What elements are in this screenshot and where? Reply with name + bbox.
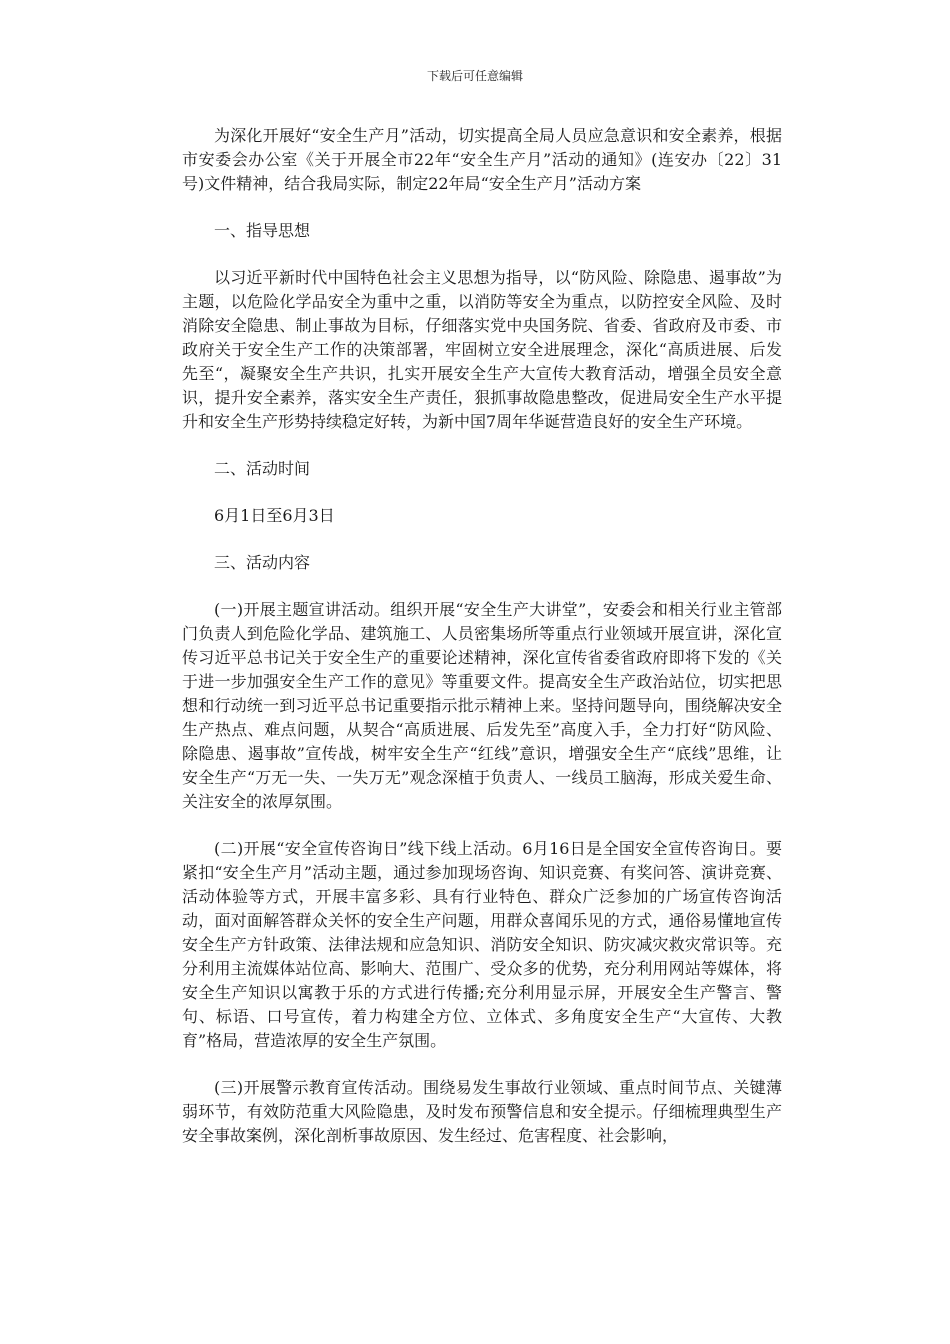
content-item-2: (二)开展“安全宣传咨询日”线下线上活动。6月16日是全国安全宣传咨询日。要紧扣“安全生产月”活动主题，通过参加现场咨询、知识竞赛、有奖问答、演讲竞赛、活动体验等方式，开展丰富多彩、具有行业特色、群众广泛参加的广场宣传咨询活动，面对面解答群众关怀的安全生产问题，用群众喜闻乐见的方式，通俗易懂地宣传安全生产方针政策、法律法规和应急知识、消防安全知识、防灾减灾救灾常识等。充分利用主流媒体站位高、影响大、范围广、受众多的优势，充分利用网站等媒体，将安全生产知识以寓教于乐的方式进行传播;充分利用显示屏，开展安全生产警言、警句、标语、口号宣传，着力构建全方位、立体式、多角度安全生产“大宣传、大教育”格局，营造浓厚的安全生产氛围。 bbox=[182, 839, 782, 1050]
section-heading-activity-time: 二、活动时间 bbox=[214, 459, 311, 478]
section-heading-activity-content: 三、活动内容 bbox=[214, 553, 311, 572]
content-item-1: (一)开展主题宣讲活动。组织开展“安全生产大讲堂”，安委会和相关行业主管部门负责人到危险化学品、建筑施工、人员密集场所等重点行业领域开展宣讲，深化宣传习近平总书记关于安全生产的重要论述精神，深化宣传省委省政府即将下发的《关于进一步加强安全生产工作的意见》等重要文件。提高安全生产政治站位，切实把思想和行动统一到习近平总书记重要指示批示精神上来。坚持问题导向，围绕解决安全生产热点、难点问题，从契合“高质进展、后发先至”高度入手，全力打好“防风险、除隐患、遏事故”宣传战，树牢安全生产“红线”意识，增强安全生产“底线”思维，让安全生产“万无一失、一失万无”观念深植于负责人、一线员工脑海，形成关爱生命、关注安全的浓厚氛围。 bbox=[182, 600, 782, 811]
activity-time-text: 6月1日至6月3日 bbox=[214, 506, 335, 525]
guiding-thought-paragraph: 以习近平新时代中国特色社会主义思想为指导，以“防风险、除隐患、遏事故”为主题，以危险化学品安全为重中之重，以消防等安全为重点，以防控安全风险、及时消除安全隐患、制止事故为目标，仔细落实党中央国务院、省委、省政府及市委、市政府关于安全生产工作的决策部署，牢固树立安全进展理念，深化“高质进展、后发先至“，凝聚安全生产共识，扎实开展安全生产大宣传大教育活动，增强全员安全意识，提升安全素养，落实安全生产责任，狠抓事故隐患整改，促进局安全生产水平提升和安全生产形势持续稳定好转，为新中国7周年华诞营造良好的安全生产环境。 bbox=[182, 268, 782, 431]
content-item-3: (三)开展警示教育宣传活动。围绕易发生事故行业领域、重点时间节点、关键薄弱环节，有效防范重大风险隐患，及时发布预警信息和安全提示。仔细梳理典型生产安全事故案例，深化剖析事故原因、发生经过、危害程度、社会影响， bbox=[182, 1078, 782, 1145]
document-body bbox=[182, 124, 782, 1171]
page-header-note: 下载后可任意编辑 bbox=[426, 69, 523, 83]
section-heading-guiding-thought: 一、指导思想 bbox=[214, 221, 311, 240]
intro-paragraph: 为深化开展好“安全生产月”活动，切实提高全局人员应急意识和安全素养，根据市安委会办公室《关于开展全市22年“安全生产月”活动的通知》(连安办〔22〕31号)文件精神，结合我局实际，制定22年局“安全生产月”活动方案 bbox=[182, 126, 782, 193]
